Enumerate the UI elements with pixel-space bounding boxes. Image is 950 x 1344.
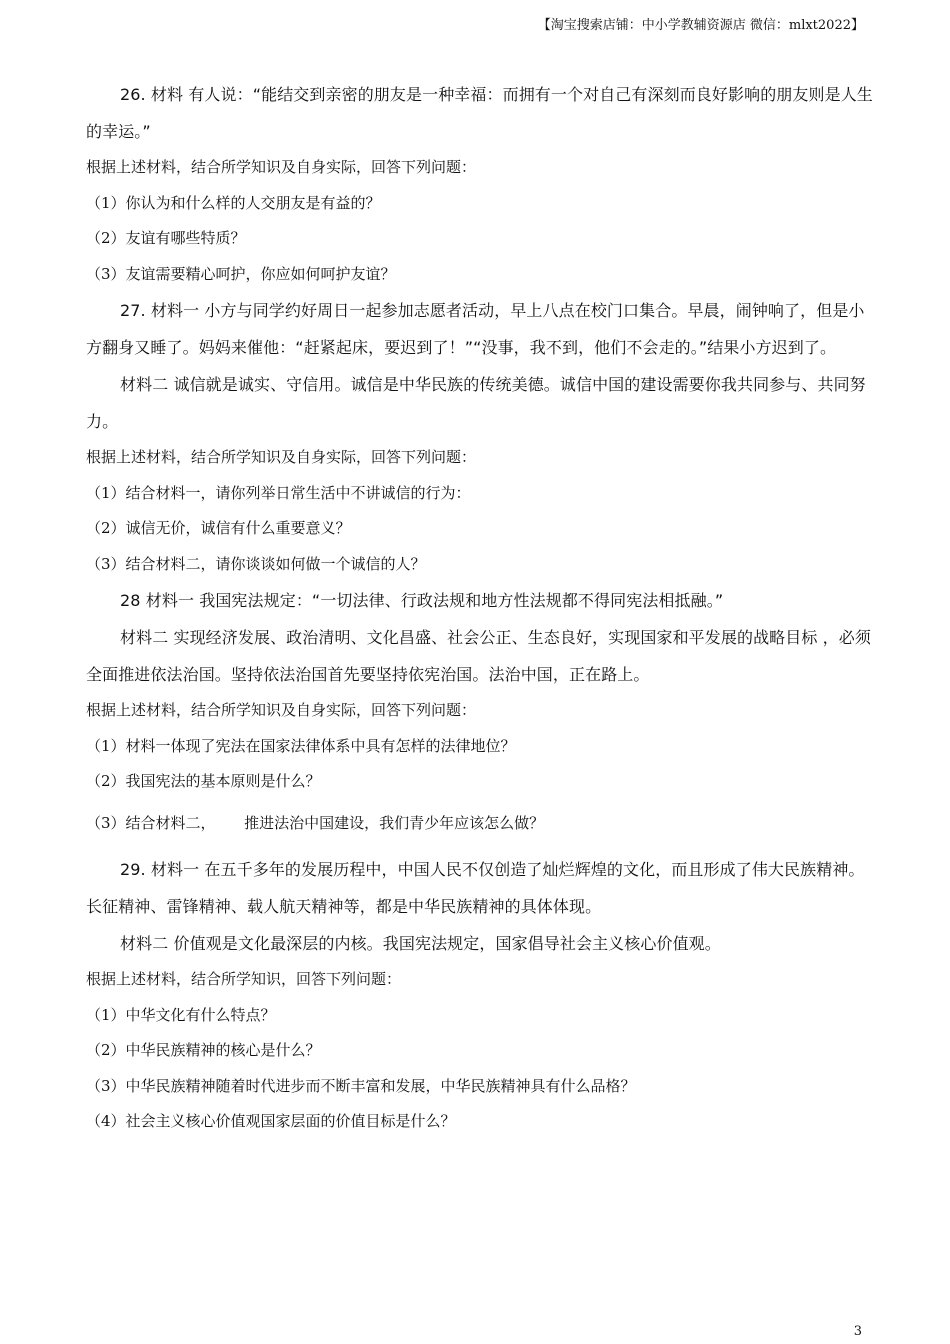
q26-sub-3: （3）友谊需要精心呵护，你应如何呵护友谊？	[86, 264, 396, 283]
q29-material-1: 29. 材料一 在五千多年的发展历程中，中国人民不仅创造了灿烂辉煌的文化，而且形成了伟大民族精神。长征精神、雷锋精神、载人航天精神等，都是中华民族精神的具体体现。	[86, 860, 865, 916]
q28-sub-2: （2）我国宪法的基本原则是什么？	[86, 772, 321, 790]
q26-prompt: 根据上述材料，结合所学知识及自身实际，回答下列问题：	[86, 158, 477, 176]
question-28	[86, 582, 878, 851]
q28-prompt: 根据上述材料，结合所学知识及自身实际，回答下列问题：	[86, 701, 477, 719]
q28-sub-1: （1）材料一体现了宪法在国家法律体系中具有怎样的法律地位？	[86, 736, 516, 755]
q27-sub-2: （2）诚信无价，诚信有什么重要意义？	[86, 519, 351, 537]
q27-material-2: 材料二 诚信就是诚实、守信用。诚信是中华民族的传统美德。诚信中国的建设需要你我共同参与、共同努力。	[86, 375, 866, 431]
page-number: 3	[853, 1324, 862, 1339]
q29-prompt: 根据上述材料，结合所学知识，回答下列问题：	[86, 970, 402, 988]
question-26	[86, 76, 878, 292]
q26-material: 26. 材料 有人说：“能结交到亲密的朋友是一种幸福：而拥有一个对自己有深刻而良好影响的朋友则是人生的幸运。”	[86, 85, 873, 141]
question-27	[86, 292, 878, 582]
q29-material-2: 材料二 价值观是文化最深层的内核。我国宪法规定，国家倡导社会主义核心价值观。	[120, 934, 721, 953]
q29-sub-2: （2）中华民族精神的核心是什么？	[86, 1041, 321, 1059]
q28-material-1: 28 材料一 我国宪法规定：“一切法律、行政法规和地方性法规都不得同宪法相抵融。”	[120, 591, 724, 610]
q27-material-1: 27. 材料一 小方与同学约好周日一起参加志愿者活动，早上八点在校门口集合。早晨，闹钟响了，但是小方翻身又睡了。妈妈来催他：“赶紧起床，要迟到了！”“没事，我不到，他们不会走的。”结果小方迟到了。	[86, 301, 865, 357]
document-body	[86, 76, 878, 1140]
q27-sub-3: （3）结合材料二，请你谈谈如何做一个诚信的人？	[86, 554, 426, 573]
q28-sub-3: （3）结合材料二， 推进法治中国建设，我们青少年应该怎么做？	[86, 813, 545, 832]
q29-sub-3: （3）中华民族精神随着时代进步而不断丰富和发展，中华民族精神具有什么品格？	[86, 1076, 636, 1095]
question-29	[86, 851, 878, 1140]
q29-sub-4: （4）社会主义核心价值观国家层面的价值目标是什么？	[86, 1112, 456, 1130]
q26-sub-1: （1）你认为和什么样的人交朋友是有益的？	[86, 193, 381, 212]
q27-sub-1: （1）结合材料一，请你列举日常生活中不讲诚信的行为：	[86, 483, 471, 502]
q29-sub-1: （1）中华文化有什么特点？	[86, 1005, 276, 1024]
page-header: 【淘宝搜索店铺：中小学教辅资源店 微信：mlxt2022】	[537, 18, 864, 33]
q26-sub-2: （2）友谊有哪些特质？	[86, 229, 246, 247]
q28-material-2: 材料二 实现经济发展、政治清明、文化昌盛、社会公正、生态良好，实现国家和平发展的战略目标 ，必须全面推进依法治国。坚持依法治国首先要坚持依宪治国。法治中国，正在路上。	[86, 628, 871, 684]
q27-prompt: 根据上述材料，结合所学知识及自身实际，回答下列问题：	[86, 448, 477, 466]
